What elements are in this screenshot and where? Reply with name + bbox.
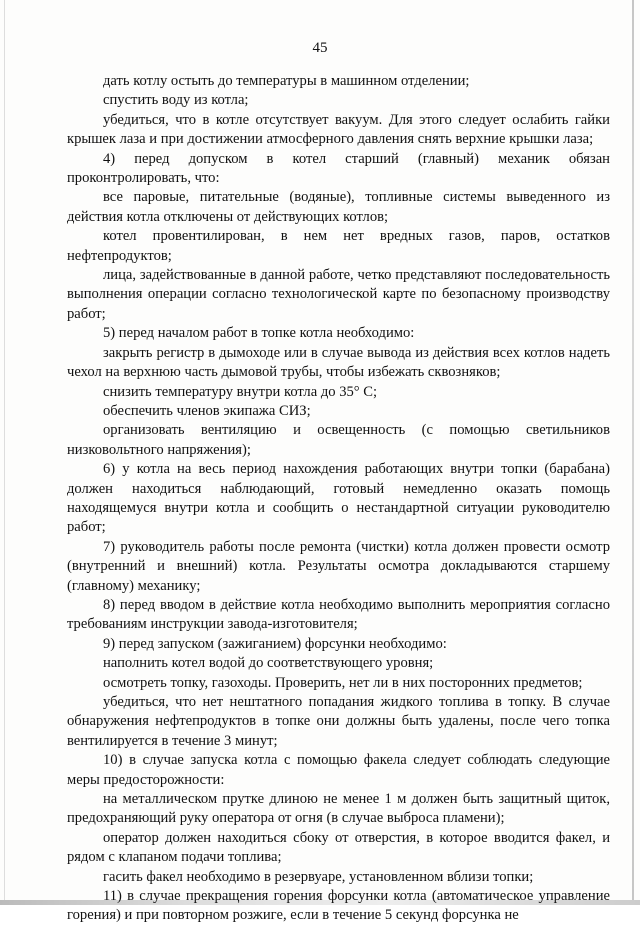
document-body <box>67 72 610 926</box>
paragraph: 11) в случае прекращения горения форсунки котла (автоматическое управление горения) и при повторном розжиге, если в течение 5 секунд форсунка не <box>67 888 610 924</box>
paragraph: 9) перед запуском (зажиганием) форсунки необходимо: <box>103 635 447 652</box>
paragraph: котел провентилирован, в нем нет вредных газов, паров, остатков нефтепродуктов; <box>67 228 610 264</box>
paragraph: оператор должен находиться сбоку от отверстия, в которое вводится факел, и рядом с клапаном подачи топлива; <box>67 829 610 866</box>
paragraph: на металлическом прутке длиною не менее 1 м должен быть защитный щиток, предохраняющий руку оператора от огня (в случае выброса пламени); <box>67 791 610 827</box>
scan-edge-left <box>4 0 5 905</box>
paragraph: дать котлу остыть до температуры в машинном отделении; <box>103 73 470 89</box>
paragraph: 6) у котла на весь период нахождения работающих внутри топки (барабана) должен находиться наблюдающий, готовый немедленно оказать помощь находящемуся внутри котла и сообщить о нестандартной ситуации руководителю работ; <box>67 461 610 536</box>
paragraph: все паровые, питательные (водяные), топливные системы выведенного из действия котла отключены от действующих котлов; <box>67 189 610 225</box>
paragraph: обеспечить членов экипажа СИЗ; <box>103 402 311 419</box>
paragraph: закрыть регистр в дымоходе или в случае вывода из действия всех котлов надеть чехол на верхнюю часть дымовой трубы, чтобы избежать сквозняков; <box>67 344 610 381</box>
paragraph: 5) перед началом работ в топке котла необходимо: <box>103 325 415 342</box>
page-number: 45 <box>312 40 328 56</box>
paragraph: убедиться, что в котле отсутствует вакуум. Для этого следует ослабить гайки крышек лаза и при достижении атмосферного давления снять верхние крышки лаза; <box>67 111 610 148</box>
paragraph: 8) перед вводом в действие котла необходимо выполнить мероприятия согласно требованиям инструкции завода-изготовителя; <box>67 596 610 633</box>
paragraph: осмотреть топку, газоходы. Проверить, нет ли в них посторонних предметов; <box>103 674 583 691</box>
paragraph: 7) руководитель работы после ремонта (чистки) котла должен провести осмотр (внутренний и внешний) котла. Результаты осмотра докладываются старшему (главному) механику; <box>67 538 610 594</box>
paragraph: 10) в случае запуска котла с помощью факела следует соблюдать следующие меры предосторожности: <box>67 752 610 788</box>
paragraph: наполнить котел водой до соответствующего уровня; <box>103 655 434 672</box>
paragraph: лица, задействованные в данной работе, четко представляют последовательность выполнения операции согласно технологической карте по безопасному производству работ; <box>67 267 610 322</box>
paragraph: убедиться, что нет нештатного попадания жидкого топлива в топку. В случае обнаружения нефтепродуктов в топке они должны быть удалены, после чего топка вентилируется в течение 3 минут; <box>67 694 610 749</box>
paragraph: организовать вентиляцию и освещенность (с помощью светильников низковольтного напряжения); <box>67 422 610 458</box>
paragraph: спустить воду из котла; <box>103 92 249 109</box>
scan-edge-right <box>632 0 634 905</box>
paragraph: 4) перед допуском в котел старший (главный) механик обязан проконтролировать, что: <box>67 150 610 187</box>
paragraph: снизить температуру внутри котла до 35° С; <box>103 383 378 400</box>
paragraph: гасить факел необходимо в резервуаре, установленном вблизи топки; <box>103 868 534 885</box>
